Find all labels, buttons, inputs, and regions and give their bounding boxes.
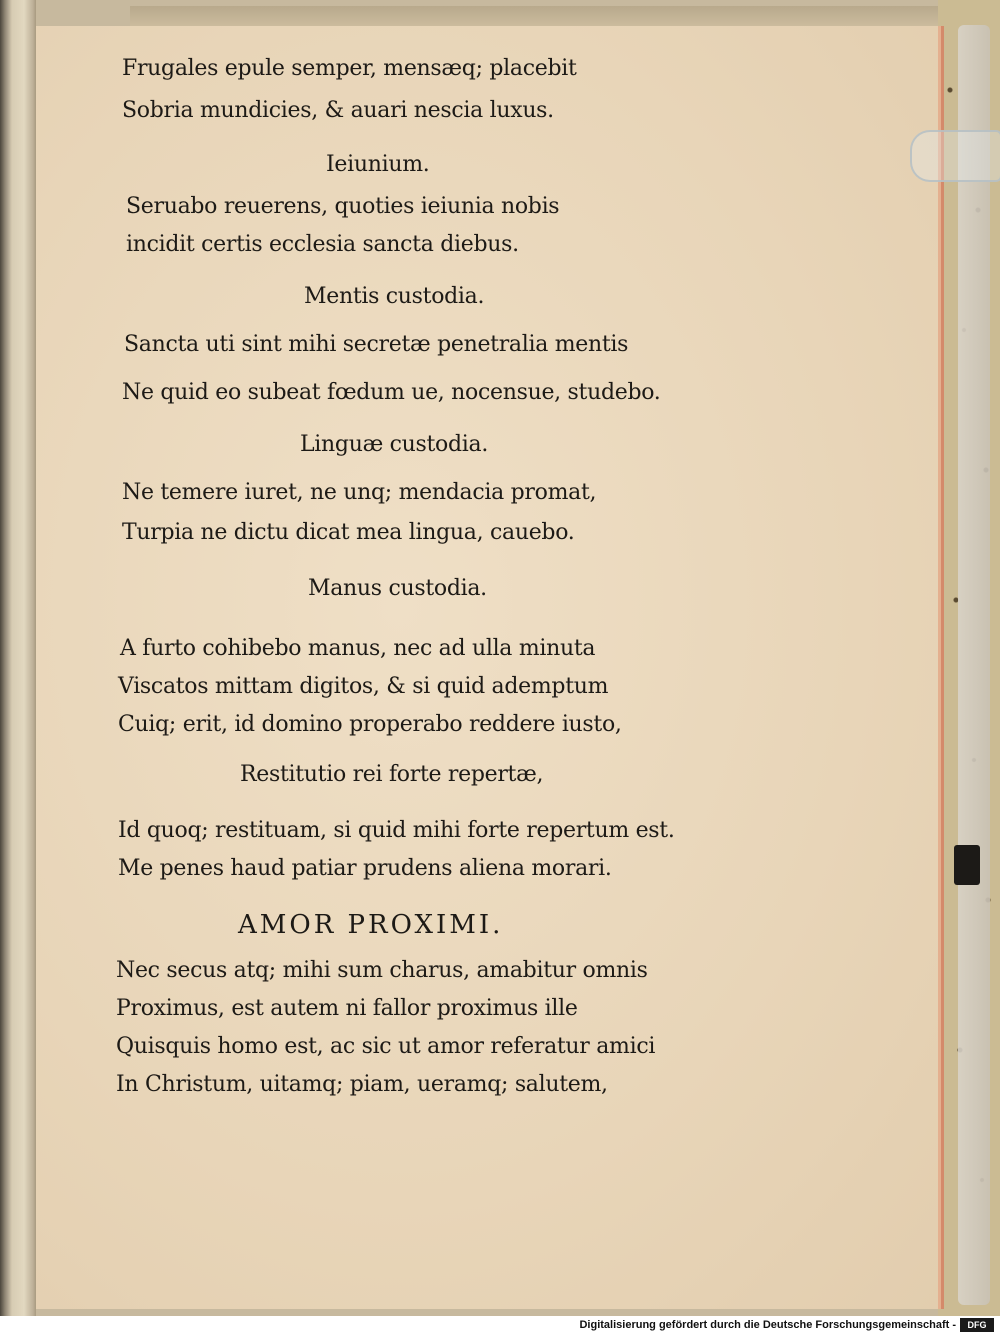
- verse-line: Viscatos mittam digitos, & si quid ademptum: [118, 674, 609, 699]
- section-heading: Manus custodia.: [308, 576, 487, 601]
- section-heading: Restitutio rei forte repertæ,: [240, 762, 544, 787]
- section-heading: Mentis custodia.: [304, 284, 485, 309]
- cover-tab: [958, 25, 990, 1305]
- book-page: [36, 26, 944, 1309]
- verse-line: Sancta uti sint mihi secretæ penetralia mentis: [124, 332, 629, 357]
- verse-line: Ne quid eo subeat fœdum ue, nocensue, studebo.: [122, 380, 661, 405]
- verse-line: Id quoq; restituam, si quid mihi forte repertum est.: [118, 818, 675, 843]
- verse-line: Sobria mundicies, & auari nescia luxus.: [122, 98, 554, 123]
- verse-line: Seruabo reuerens, quoties ieiunia nobis: [126, 194, 560, 219]
- binding-fold: [0, 0, 36, 1316]
- verse-line: Proximus, est autem ni fallor proximus ille: [116, 996, 578, 1021]
- funding-credit: Digitalisierung gefördert durch die Deutsche Forschungsgemeinschaft -: [579, 1319, 956, 1331]
- verse-line: Cuiq; erit, id domino properabo reddere iusto,: [118, 712, 622, 737]
- verse-line: Quisquis homo est, ac sic ut amor referatur amici: [116, 1034, 656, 1059]
- verse-line: Frugales epule semper, mensæq; placebit: [122, 56, 577, 81]
- section-title: AMOR PROXIMI.: [238, 910, 504, 940]
- section-heading: Ieiunium.: [326, 152, 430, 177]
- page-top-edge: [130, 6, 940, 28]
- verse-line: Me penes haud patiar prudens aliena morari.: [118, 856, 612, 881]
- verse-line: Ne temere iuret, ne unq; mendacia promat,: [122, 480, 597, 505]
- verse-line: incidit certis ecclesia sancta diebus.: [126, 232, 519, 257]
- dfg-logo: DFG: [960, 1318, 994, 1332]
- section-heading: Linguæ custodia.: [300, 432, 489, 457]
- footer-bar: [0, 1316, 1000, 1334]
- cover-notch: [954, 845, 980, 885]
- verse-line: Turpia ne dictu dicat mea lingua, cauebo.: [122, 520, 575, 545]
- verse-line: Nec secus atq; mihi sum charus, amabitur omnis: [116, 958, 648, 983]
- paper-clip: [910, 130, 1000, 182]
- page-text: [36, 26, 944, 1309]
- verse-line: In Christum, uitamq; piam, ueramq; salutem,: [116, 1072, 608, 1097]
- verse-line: A furto cohibebo manus, nec ad ulla minuta: [120, 636, 596, 661]
